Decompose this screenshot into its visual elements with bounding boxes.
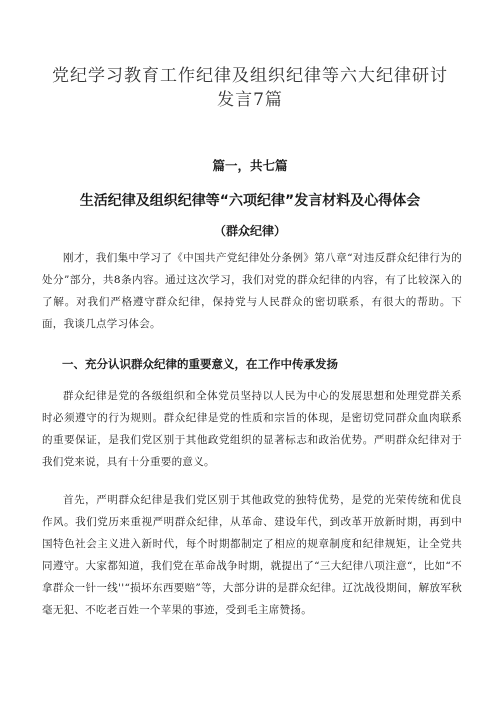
- paragraph-intro: 刚才，我们集中学习了《中国共产党纪律处分条例》第八章“对违反群众纪律行为的处分”部分，共8条内容。通过这次学习，我们对党的群众纪律的内容，有了比较深入的了解。对我们严格遵守群众纪律，保持党与人民群众的密切联系，有很大的帮助。下面，我谈几点学习体会。: [42, 252, 462, 330]
- paragraph-body-2: 首先，严明群众纪律是我们党区别于其他政党的独特优势，是党的光荣传统和优良作风。我们党历来重视严明群众纪律，从革命、建设年代，到改革开放新时期，再到中国特色社会主义进入新时代，每个时期都制定了相应的规章制度和纪律规矩，让全党共同遵守。大家都知道，我们党在革命战争时期，就提出了“三大纪律八项注意“，比如“不拿群众一针一线''“损坏东西要赔”等，大部分讲的是群众纪律。辽沈战役期间，解放军秋毫无犯、不吃老百姓一个苹果的事迹，受到毛主席赞扬。: [42, 494, 462, 616]
- paragraph-body-1: 群众纪律是党的各级组织和全体党员坚持以人民为中心的发展思想和处理党群关系时必须遵守的行为规则。群众纪律是党的性质和宗旨的体现，是密切党同群众血肉联系的重要保证，是我们党区别于其他政党组织的显著标志和政治优势。严明群众纪律对于我们党来说，具有十分重要的意义。: [42, 390, 462, 468]
- section-subtitle-topic: （群众纪律）: [213, 224, 286, 238]
- part-heading: 篇一，共七篇: [212, 158, 288, 173]
- title-line-1: 党纪学习教育工作纪律及组织纪律等六大纪律研讨: [52, 66, 448, 86]
- section-heading-1: 一、充分认识群众纪律的重要意义，在工作中传承发扬: [62, 357, 338, 371]
- section-subtitle: 生活纪律及组织纪律等“六项纪律”发言材料及心得体会: [79, 193, 421, 209]
- title-line-2: 发言7篇: [217, 90, 283, 110]
- document-title: [40, 64, 460, 112]
